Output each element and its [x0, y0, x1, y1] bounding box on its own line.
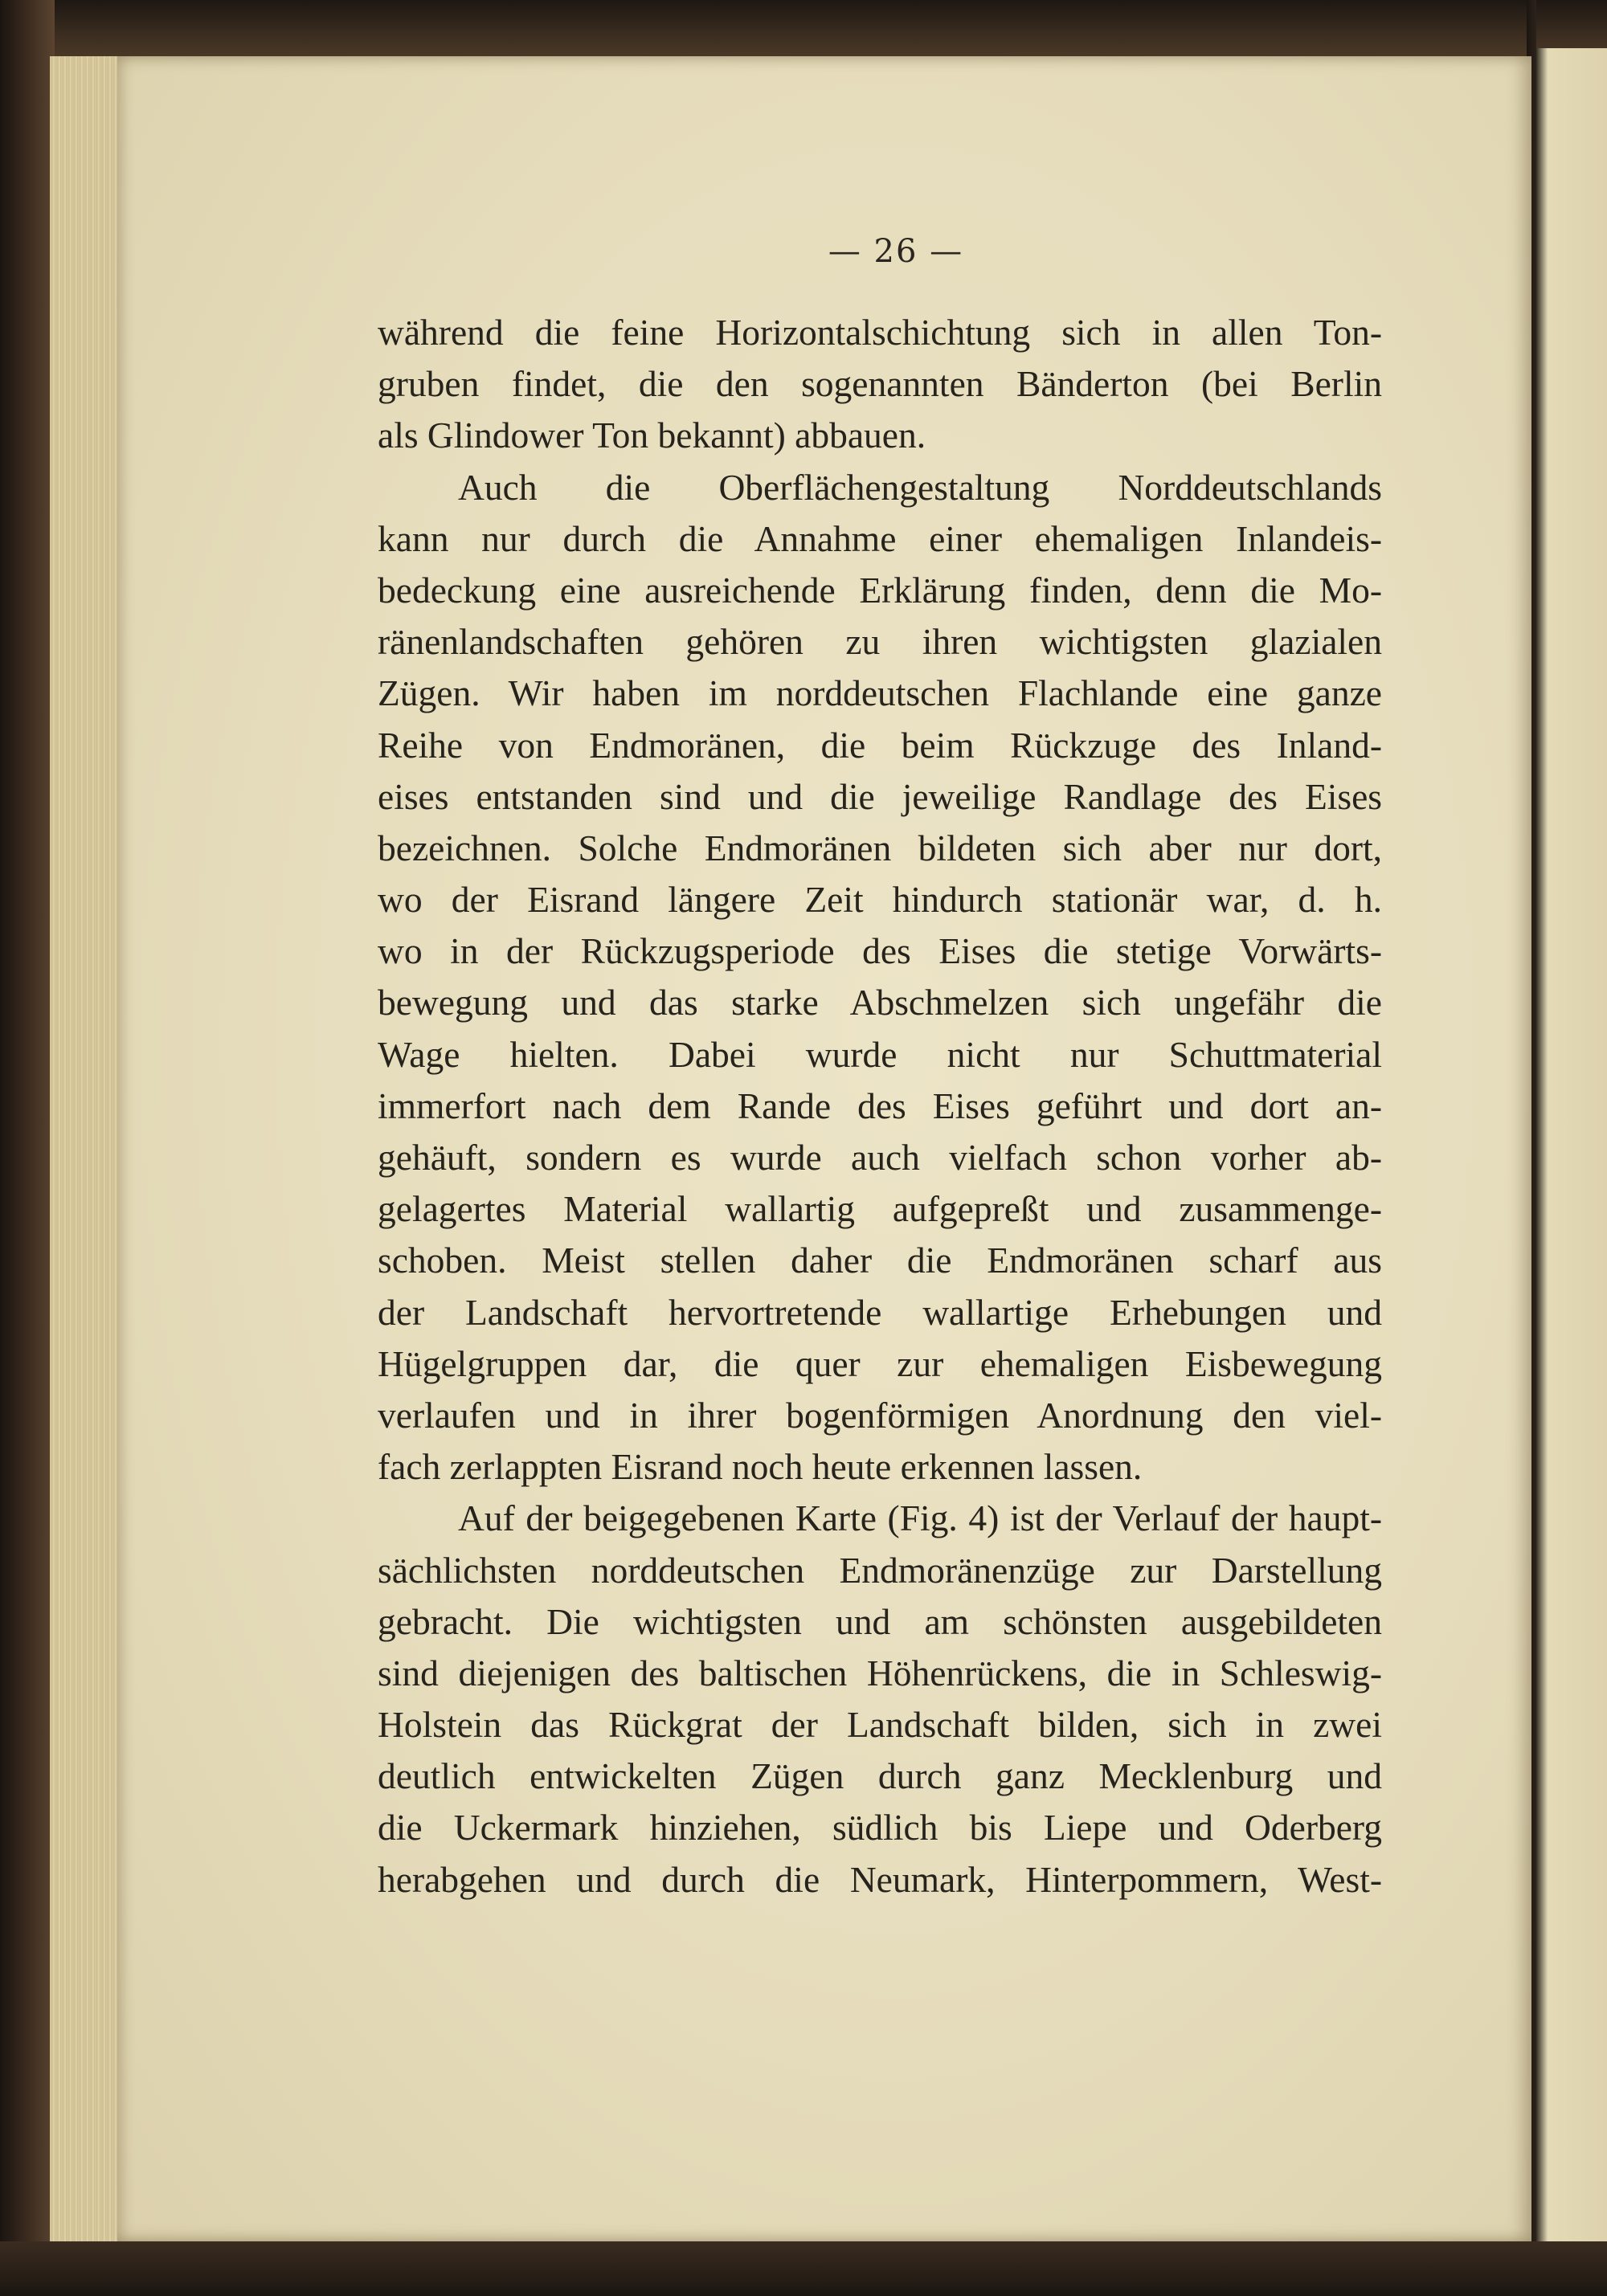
text-line: Auf der beigegebenen Karte (Fig. 4) ist der Verlauf der haupt-	[458, 1497, 1382, 1539]
text-line: Zügen. Wir haben im norddeutschen Flachlande eine ganze	[378, 672, 1382, 714]
text-line: bezeichnen. Solche Endmoränen bildeten sich aber nur dort,	[378, 827, 1382, 868]
text-line: verlaufen und in ihrer bogenförmigen Anordnung den viel-	[378, 1394, 1382, 1436]
text-line: immerfort nach dem Rande des Eises geführt und dort an-	[378, 1085, 1382, 1126]
text-line: gruben findet, die den sogenannten Bänderton (bei Berlin	[378, 363, 1382, 405]
paragraph-3	[378, 1493, 1382, 1906]
book-cover-top	[0, 0, 1607, 56]
book-bottom-edge	[0, 2241, 1607, 2296]
text-line: sächlichsten norddeutschen Endmoränenzüge zur Darstellung	[378, 1549, 1382, 1591]
text-line: wo in der Rückzugsperiode des Eises die stetige Vorwärts-	[378, 930, 1382, 972]
facing-page-edge	[1535, 48, 1607, 2265]
text-line: eises entstanden sind und die jeweilige Randlage des Eises	[378, 775, 1382, 817]
text-line: Hügelgruppen dar, die quer zur ehemaligen Eisbewegung	[378, 1342, 1382, 1384]
paragraph-1	[378, 307, 1382, 462]
text-line: die Uckermark hinziehen, südlich bis Liepe und Oderberg	[378, 1807, 1382, 1849]
text-line: schoben. Meist stellen daher die Endmoränen scharf aus	[378, 1240, 1382, 1281]
text-line: fach zerlappten Eisrand noch heute erkennen lassen.	[378, 1446, 1143, 1488]
text-line: gelagertes Material wallartig aufgepreßt und zusammenge-	[378, 1188, 1382, 1230]
page-edges	[50, 56, 121, 2241]
page-number: — 26 —	[828, 233, 964, 270]
text-line: wo der Eisrand längere Zeit hindurch stationär war, d. h.	[378, 879, 1382, 921]
book-cover-left	[0, 0, 55, 2296]
text-line: ränenlandschaften gehören zu ihren wichtigsten glazialen	[378, 621, 1382, 663]
text-line: gehäuft, sondern es wurde auch vielfach schon vorher ab-	[378, 1137, 1382, 1178]
text-line: deutlich entwickelten Zügen durch ganz Mecklenburg und	[378, 1755, 1382, 1797]
text-line: bewegung und das starke Abschmelzen sich ungefähr die	[378, 982, 1382, 1023]
text-line: während die feine Horizontalschichtung sich in allen Ton-	[378, 312, 1382, 353]
text-line: Auch die Oberflächengestaltung Norddeutschlands	[458, 466, 1382, 508]
text-line: kann nur durch die Annahme einer ehemaligen Inlandeis-	[378, 517, 1382, 559]
text-line: herabgehen und durch die Neumark, Hinterpommern, West-	[378, 1858, 1382, 1900]
paragraph-2	[378, 462, 1382, 1493]
body-text	[378, 307, 1382, 1906]
text-line: sind diejenigen des baltischen Höhenrückens, die in Schleswig-	[378, 1652, 1382, 1693]
text-line: Wage hielten. Dabei wurde nicht nur Schuttmaterial	[378, 1033, 1382, 1075]
text-line: als Glindower Ton bekannt) abbauen.	[378, 415, 926, 456]
text-line: der Landschaft hervortretende wallartige Erhebungen und	[378, 1291, 1382, 1333]
text-line: Holstein das Rückgrat der Landschaft bilden, sich in zwei	[378, 1704, 1382, 1746]
text-line: Reihe von Endmoränen, die beim Rückzuge des Inland-	[378, 724, 1382, 766]
text-line: bedeckung eine ausreichende Erklärung finden, denn die Mo-	[378, 569, 1382, 611]
text-line: gebracht. Die wichtigsten und am schönsten ausgebildeten	[378, 1600, 1382, 1642]
